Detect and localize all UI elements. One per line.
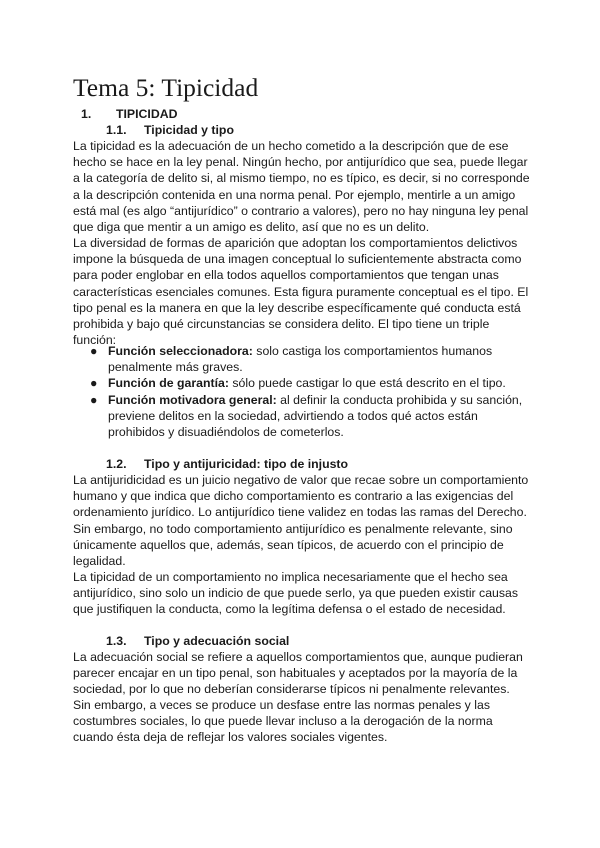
- text-line: La diversidad de formas de aparición que adoptan los comportamientos delictivos: [73, 236, 518, 250]
- text-line: [108, 392, 533, 408]
- section-number: 1.: [81, 107, 92, 121]
- list-item: [73, 392, 533, 441]
- text-line: cuando ésta deja de reflejar los valores sociales vigentes.: [73, 730, 388, 745]
- text-line: penalmente más graves.: [108, 360, 243, 375]
- text-line: que justifiquen la conducta, como la legítima defensa o el estado de necesidad.: [73, 602, 506, 617]
- text-line: prohibida y bajo qué circunstancias se considera delito. El tipo tiene un triple: [73, 317, 490, 332]
- paragraph-4: [73, 569, 533, 618]
- text-line: legalidad.: [73, 554, 126, 569]
- subsection-title: Tipicidad y tipo: [144, 123, 234, 137]
- subsection-number: 1.3.: [106, 634, 127, 648]
- text-line: [108, 375, 533, 391]
- section-title: TIPICIDAD: [116, 107, 178, 121]
- text-line: La adecuación social se refiere a aquellos comportamientos que, aunque pudieran: [73, 650, 523, 664]
- list-item: [73, 343, 533, 375]
- text-line: sociedad, por lo que no deberían considerarse típicos ni penalmente relevantes.: [73, 682, 510, 697]
- paragraph-6: [73, 697, 533, 746]
- bullet-term: Función motivadora general:: [108, 392, 277, 407]
- subsection-heading-3: [106, 633, 289, 649]
- text-line: La tipicidad es la adecuación de un hecho cometido a la descripción que de ese: [73, 139, 509, 153]
- section-heading: [81, 106, 178, 122]
- subsection-number: 1.1.: [106, 123, 127, 137]
- text-line: Sin embargo, a veces se produce un desfase entre las normas penales y las: [73, 698, 490, 712]
- paragraph-1: [73, 138, 533, 235]
- subsection-number: 1.2.: [106, 457, 127, 471]
- text-line: para poder englobar en ella todos aquellos comportamientos que tengan unas: [73, 268, 499, 283]
- text-line: características esenciales comunes. Esta figura puramente conceptual es el tipo. El: [73, 284, 529, 299]
- text-line: prohibidos y disuadiéndolos de cometerlos.: [108, 425, 344, 440]
- bullet-icon: ●: [90, 344, 98, 358]
- text-line: tipo penal es la manera en que la ley describe específicamente qué conducta está: [73, 300, 521, 315]
- bullet-term: Función de garantía:: [108, 376, 229, 391]
- list-item: [73, 375, 533, 391]
- function-list: [73, 343, 533, 440]
- text-line: antijurídico, sino solo un indicio de que puede serlo, ya que pueden existir causas: [73, 586, 519, 601]
- bullet-icon: ●: [90, 392, 98, 407]
- bullet-term: Función seleccionadora:: [108, 344, 253, 358]
- text-line: a la descripción contenida en una norma penal. Por ejemplo, mentirle a un amigo: [73, 187, 516, 202]
- text-line: La tipicidad de un comportamiento no implica necesariamente que el hecho sea: [73, 570, 508, 584]
- paragraph-5: [73, 649, 533, 698]
- bullet-text: al definir la conducta prohibida y su sanción,: [276, 392, 523, 407]
- bullet-text: solo castiga los comportamientos humanos: [252, 344, 493, 358]
- subsection-heading-2: [106, 456, 348, 472]
- text-line: hecho se hace en la ley penal. Ningún hecho, por antijurídico que sea, puede llegar: [73, 155, 528, 170]
- text-line: a la categoría de delito si, al mismo tiempo, no es típico, es decir, si no corresponde: [73, 171, 530, 186]
- text-line: función:: [73, 333, 117, 348]
- subsection-title: Tipo y antijuricidad: tipo de injusto: [144, 457, 349, 471]
- paragraph-3: [73, 472, 533, 569]
- bullet-text: sólo puede castigar lo que está descrito en el tipo.: [228, 376, 506, 391]
- text-line: costumbres sociales, lo que puede llevar incluso a la derogación de la norma: [73, 714, 493, 729]
- subsection-heading-1: [106, 122, 234, 138]
- text-line: impone la búsqueda de una imagen conceptual lo suficientemente abstracta como: [73, 252, 522, 267]
- text-line: [108, 343, 533, 359]
- text-line: únicamente aquellos que, además, sean típicos, de acuerdo con el principio de: [73, 537, 504, 552]
- text-line: humano y que indica que dicho comportamiento es contrario a las exigencias del: [73, 489, 514, 504]
- text-line: está mal (es algo “antijurídico” o contrario a valores), pero no hay ninguna ley penal: [73, 203, 529, 218]
- page-title: Tema 5: Tipicidad: [73, 73, 259, 102]
- text-line: previene delitos en la sociedad, advirtiendo a todos qué actos están: [108, 408, 478, 423]
- text-line: que diga que mentir a un amigo es delito, así que no es un delito.: [73, 220, 430, 235]
- text-line: ordenamiento jurídico. Lo antijurídico tiene validez en todas las ramas del Derecho.: [73, 505, 527, 520]
- subsection-title: Tipo y adecuación social: [144, 634, 290, 648]
- text-line: La antijuridicidad es un juicio negativo de valor que recae sobre un comportamiento: [73, 473, 529, 487]
- paragraph-2: [73, 235, 533, 348]
- text-line: parecer encajar en un tipo penal, son habituales y aceptados por la mayoría de la: [73, 666, 518, 681]
- text-line: Sin embargo, no todo comportamiento antijurídico es penalmente relevante, sino: [73, 521, 513, 536]
- bullet-icon: ●: [90, 376, 98, 391]
